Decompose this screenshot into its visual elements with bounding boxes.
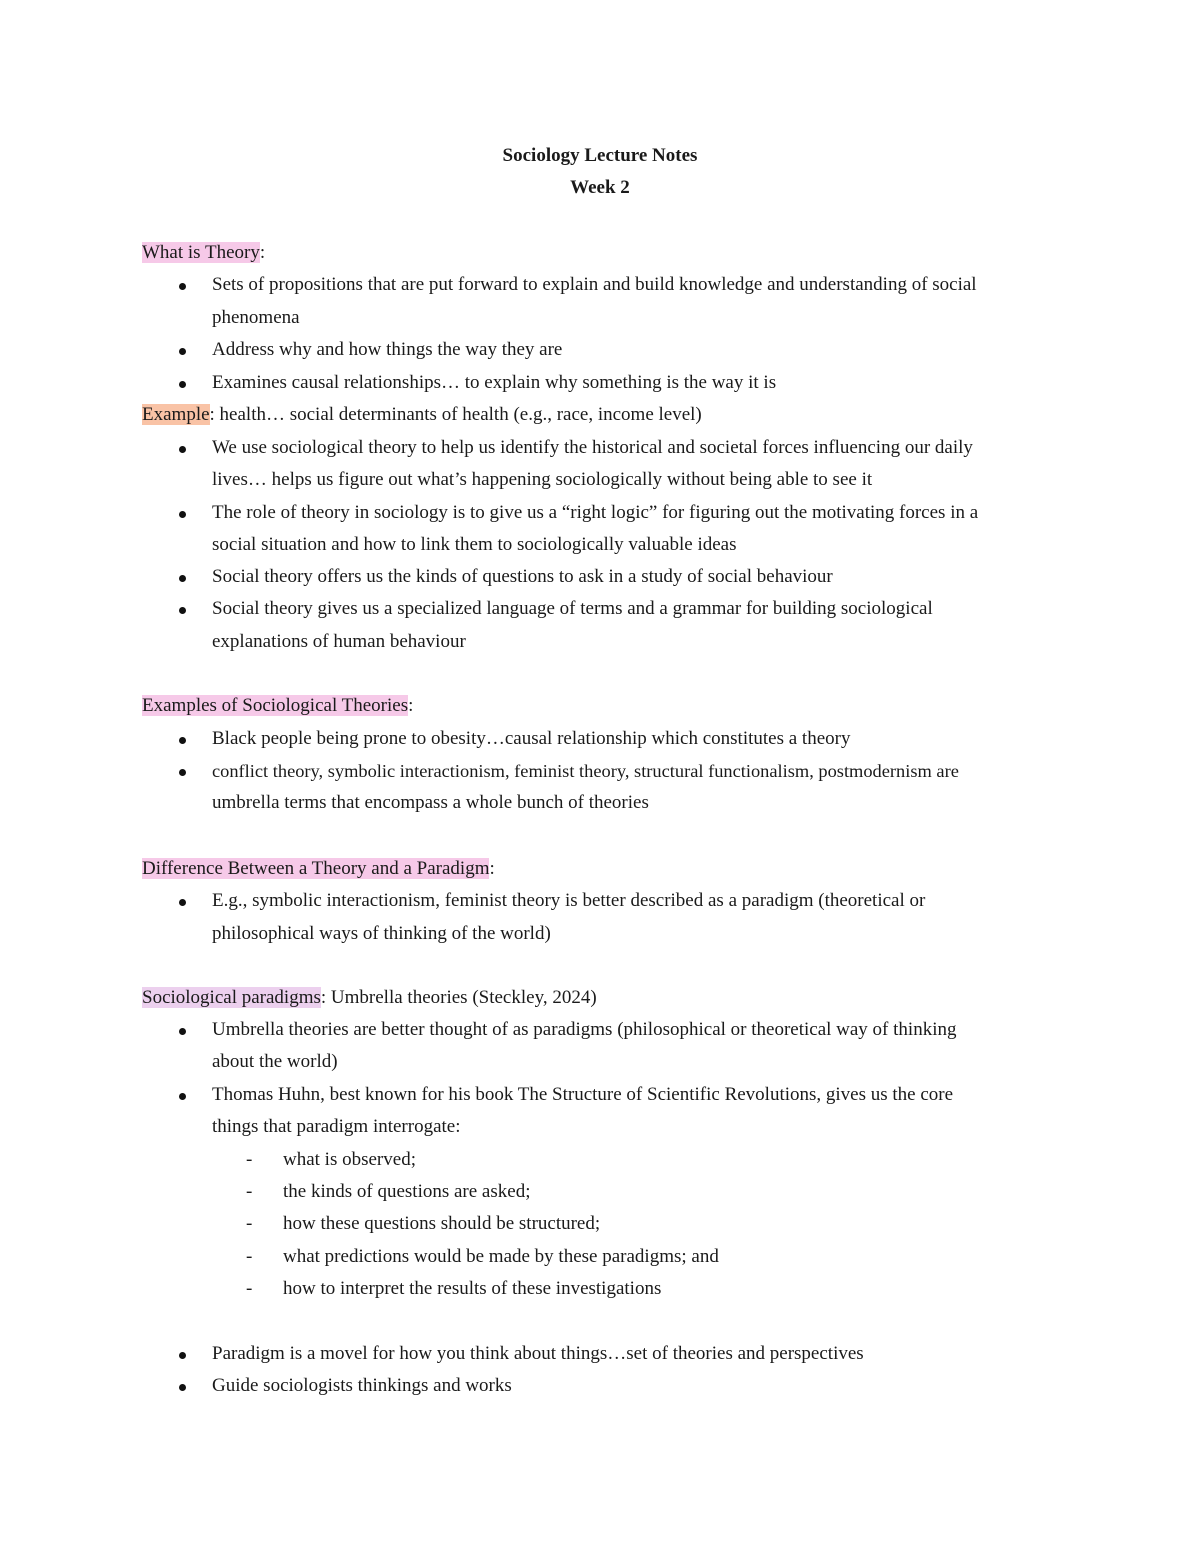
document-title: Sociology Lecture Notes	[502, 145, 698, 166]
bullet-icon	[179, 575, 186, 582]
bullet-icon	[179, 1352, 186, 1359]
bullet-icon	[179, 607, 186, 614]
bullet-icon	[179, 899, 186, 906]
paradigms-highlight: Sociological paradigms	[142, 987, 321, 1008]
list-item: Thomas Huhn, best known for his book The Structure of Scientific Revolutions, gives us the core	[212, 1084, 954, 1105]
list-item-continuation: social situation and how to link them to sociologically valuable ideas	[212, 534, 737, 555]
dash-marker: -	[246, 1246, 253, 1267]
bullet-icon	[179, 348, 186, 355]
bullet-icon	[179, 769, 186, 776]
bullet-icon	[179, 1093, 186, 1100]
list-item: E.g., symbolic interactionism, feminist theory is better described as a paradigm (theoretical or	[212, 890, 926, 911]
list-item-continuation: explanations of human behaviour	[212, 631, 466, 652]
dash-marker: -	[246, 1278, 253, 1299]
bullet-icon	[179, 511, 186, 518]
list-item-continuation: philosophical ways of thinking of the world)	[212, 923, 551, 944]
list-item-continuation: lives… helps us figure out what’s happening sociologically without being able to see it	[212, 469, 873, 490]
dash-marker: -	[246, 1181, 253, 1202]
document-subtitle: Week 2	[570, 177, 630, 198]
heading-highlight: What is Theory	[142, 242, 260, 263]
bullet-icon	[179, 1384, 186, 1391]
section-heading-examples: Examples of Sociological Theories:	[142, 695, 414, 716]
example-line: Example: health… social determinants of health (e.g., race, income level)	[142, 404, 702, 425]
list-item: Sets of propositions that are put forward to explain and build knowledge and understanding of social	[212, 274, 977, 295]
sub-list-item: how to interpret the results of these investigations	[283, 1278, 662, 1299]
list-item-continuation: umbrella terms that encompass a whole bunch of theories	[212, 792, 649, 813]
sub-list-item: the kinds of questions are asked;	[283, 1181, 531, 1202]
heading-highlight: Difference Between a Theory and a Paradigm	[142, 858, 490, 879]
section-heading-difference: Difference Between a Theory and a Paradigm:	[142, 858, 495, 879]
list-item: Social theory gives us a specialized language of terms and a grammar for building sociological	[212, 598, 933, 619]
dash-marker: -	[246, 1149, 253, 1170]
section-heading-theory: What is Theory:	[142, 242, 266, 263]
list-item: Address why and how things the way they are	[212, 339, 563, 360]
list-item: Paradigm is a movel for how you think about things…set of theories and perspectives	[212, 1343, 864, 1364]
list-item-continuation: phenomena	[212, 307, 300, 328]
list-item-continuation: about the world)	[212, 1051, 338, 1072]
list-item: We use sociological theory to help us identify the historical and societal forces influencing our daily	[212, 437, 973, 458]
sub-list-item: how these questions should be structured;	[283, 1213, 601, 1234]
list-item: Examines causal relationships… to explain why something is the way it is	[212, 372, 777, 393]
bullet-icon	[179, 283, 186, 290]
bullet-icon	[179, 446, 186, 453]
list-item: conflict theory, symbolic interactionism, feminist theory, structural functionalism, postmodernism are	[212, 761, 959, 781]
sub-list-item: what predictions would be made by these paradigms; and	[283, 1246, 719, 1267]
list-item: Guide sociologists thinkings and works	[212, 1375, 512, 1396]
bullet-icon	[179, 737, 186, 744]
bullet-icon	[179, 1028, 186, 1035]
list-item: Social theory offers us the kinds of questions to ask in a study of social behaviour	[212, 566, 833, 587]
sub-list-item: what is observed;	[283, 1149, 416, 1170]
list-item: The role of theory in sociology is to give us a “right logic” for figuring out the motivating forces in a	[212, 502, 979, 523]
example-highlight: Example	[142, 404, 210, 425]
bullet-icon	[179, 381, 186, 388]
dash-marker: -	[246, 1213, 253, 1234]
heading-highlight: Examples of Sociological Theories	[142, 695, 409, 716]
list-item: Umbrella theories are better thought of as paradigms (philosophical or theoretical way of thinking	[212, 1019, 957, 1040]
section-heading-paradigms: Sociological paradigms: Umbrella theories (Steckley, 2024)	[142, 987, 597, 1008]
list-item-continuation: things that paradigm interrogate:	[212, 1116, 461, 1137]
list-item: Black people being prone to obesity…causal relationship which constitutes a theory	[212, 728, 851, 749]
